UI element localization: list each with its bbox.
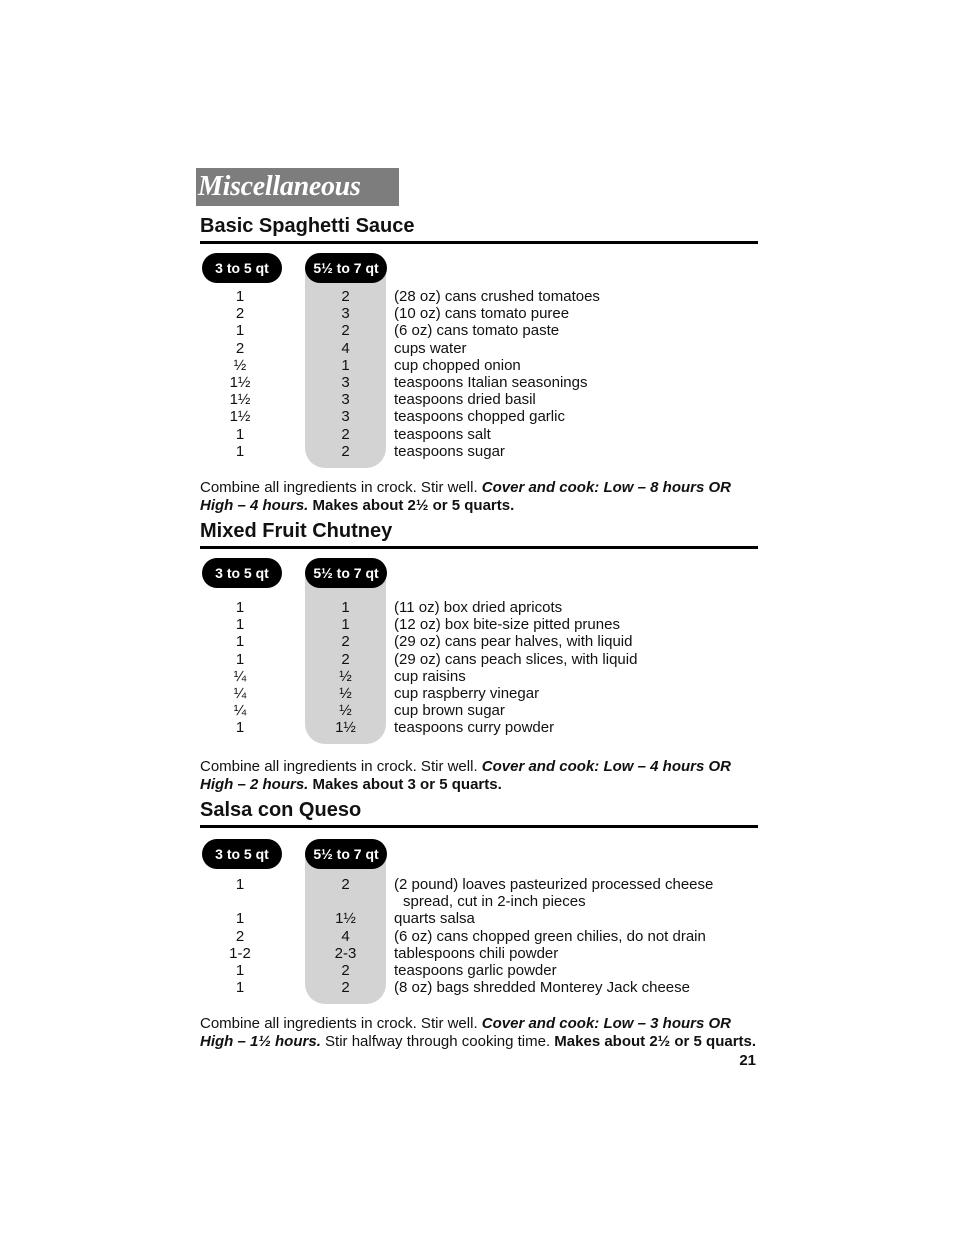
ingredient-name: quarts salsa: [394, 910, 475, 928]
qty-large: 2: [341, 288, 350, 305]
qty-small: 1½: [229, 391, 251, 409]
ingredient-name: (10 oz) cans tomato puree: [394, 305, 570, 323]
recipe-title: Basic Spaghetti Sauce: [200, 214, 758, 244]
qty-large: 1½: [335, 719, 356, 737]
ingredient-row: [200, 876, 758, 893]
recipe-title: Salsa con Queso: [200, 798, 758, 828]
size-badge-large: 5½ to 7 qt: [305, 839, 387, 869]
ingredient-row: [200, 685, 758, 702]
ingredient-name: teaspoons chopped garlic: [394, 408, 565, 426]
ingredient-name: (12 oz) box bite-size pitted prunes: [394, 616, 620, 634]
ingredient-name: teaspoons salt: [394, 425, 491, 443]
ingredient-name: (6 oz) cans chopped green chilies, do not drain: [394, 927, 706, 945]
instructions-text: Combine all ingredients in crock. Stir well.: [200, 758, 482, 775]
qty-large: 2: [341, 633, 350, 651]
ingredient-row: [200, 945, 758, 962]
qty-large: 2: [341, 979, 350, 997]
instructions-text: Combine all ingredients in crock. Stir well.: [200, 479, 482, 496]
qty-small: 1: [235, 979, 245, 997]
qty-small: 1: [235, 425, 245, 443]
ingredient-row: [200, 928, 758, 945]
qty-large: 2: [341, 442, 350, 460]
ingredient-name: cup raisins: [394, 667, 466, 685]
qty-large: 2: [341, 322, 350, 340]
ingredient-row: [200, 633, 758, 650]
ingredient-row: [200, 668, 758, 685]
ingredient-name: cup brown sugar: [394, 702, 505, 720]
ingredient-name: (8 oz) bags shredded Monterey Jack cheese: [394, 979, 690, 997]
size-badge-small: 3 to 5 qt: [202, 558, 282, 588]
cook-time: Cover and cook: Low – 8 hours OR High – 4 hours.: [200, 479, 731, 514]
qty-small: 1: [235, 961, 245, 979]
ingredient-name: (6 oz) cans tomato paste: [394, 322, 560, 340]
ingredient-row: [200, 357, 758, 374]
qty-small: 2: [235, 927, 245, 945]
ingredient-row: [200, 893, 758, 910]
ingredient-row: [200, 616, 758, 633]
qty-small: 1½: [229, 373, 251, 391]
qty-small: 1: [235, 599, 245, 616]
recipe-instructions: [200, 1015, 760, 1050]
ingredient-row: [200, 702, 758, 719]
recipe-mixed-fruit-chutney: [200, 519, 758, 799]
qty-small: 1: [235, 650, 245, 668]
qty-small: ¼: [233, 667, 247, 685]
qty-large: 3: [341, 305, 350, 323]
recipe-instructions: [200, 479, 760, 514]
ingredient-row: [200, 426, 758, 443]
qty-large: ½: [339, 684, 352, 702]
ingredient-row: [200, 374, 758, 391]
ingredient-name: (28 oz) cans crushed tomatoes: [394, 288, 600, 305]
qty-large: 2-3: [334, 944, 357, 962]
ingredient-list: [200, 288, 758, 460]
ingredient-name: (2 pound) loaves pasteurized processed cheese: [394, 876, 714, 893]
qty-small: ½: [233, 356, 247, 374]
ingredient-name: teaspoons dried basil: [394, 391, 536, 409]
qty-small: 2: [235, 305, 245, 323]
qty-small: 1: [235, 876, 245, 893]
page-number: 21: [739, 1052, 756, 1069]
qty-small: 2: [235, 339, 245, 357]
ingredient-row: [200, 910, 758, 927]
size-badge-large: 5½ to 7 qt: [305, 253, 387, 283]
ingredient-name: teaspoons curry powder: [394, 719, 555, 737]
ingredient-name: spread, cut in 2-inch pieces: [403, 893, 586, 911]
qty-small: 1½: [229, 408, 251, 426]
qty-large: 2: [341, 650, 350, 668]
section-title: Miscellaneous: [198, 171, 361, 202]
ingredient-row: [200, 651, 758, 668]
cook-time: Cover and cook: Low – 3 hours OR High – 1½ hours.: [200, 1015, 731, 1050]
qty-large: 3: [341, 391, 350, 409]
section-header: [196, 168, 399, 206]
recipe-basic-spaghetti-sauce: [200, 214, 758, 514]
qty-large: 4: [341, 927, 350, 945]
qty-large: 1: [341, 599, 350, 616]
ingredient-row: [200, 288, 758, 305]
ingredient-row: [200, 340, 758, 357]
ingredient-name: (29 oz) cans peach slices, with liquid: [394, 650, 638, 668]
qty-small: 1: [235, 616, 245, 634]
ingredient-list: [200, 599, 758, 737]
qty-small: ¼: [233, 684, 247, 702]
qty-small: 1: [235, 442, 245, 460]
size-badge-small: 3 to 5 qt: [202, 253, 282, 283]
ingredient-row: [200, 391, 758, 408]
qty-large: 2: [341, 425, 350, 443]
ingredient-row: [200, 408, 758, 425]
ingredient-row: [200, 962, 758, 979]
ingredient-name: cup chopped onion: [394, 356, 521, 374]
instructions-extra: Stir halfway through cooking time.: [320, 1032, 551, 1050]
qty-small: ¼: [233, 702, 247, 720]
qty-large: ½: [339, 702, 352, 720]
yield: Makes about 3 or 5 quarts.: [308, 775, 502, 793]
recipe-salsa-con-queso: [200, 798, 758, 1058]
qty-small: 1: [235, 633, 245, 651]
qty-large: 3: [341, 373, 350, 391]
yield: Makes about 2½ or 5 quarts.: [550, 1032, 757, 1050]
yield: Makes about 2½ or 5 quarts.: [308, 496, 515, 514]
qty-large: 1: [341, 356, 350, 374]
qty-small: 1: [235, 288, 245, 305]
ingredient-row: [200, 305, 758, 322]
qty-large: 4: [341, 339, 350, 357]
ingredient-name: cups water: [394, 339, 467, 357]
recipe-title: Mixed Fruit Chutney: [200, 519, 758, 549]
ingredient-row: [200, 599, 758, 616]
ingredient-row: [200, 719, 758, 736]
size-badge-large: 5½ to 7 qt: [305, 558, 387, 588]
qty-large: 2: [341, 876, 350, 893]
instructions-text: Combine all ingredients in crock. Stir well.: [200, 1015, 482, 1032]
qty-small: 1-2: [229, 944, 251, 962]
ingredient-row: [200, 322, 758, 339]
qty-large: 1: [341, 616, 350, 634]
qty-large: 1½: [335, 910, 356, 928]
cook-time: Cover and cook: Low – 4 hours OR High – 2 hours.: [200, 758, 731, 793]
ingredient-name: tablespoons chili powder: [394, 944, 559, 962]
ingredient-row: [200, 979, 758, 996]
size-badge-small: 3 to 5 qt: [202, 839, 282, 869]
recipe-instructions: [200, 758, 760, 793]
qty-small: 1: [235, 910, 245, 928]
ingredient-name: (11 oz) box dried apricots: [394, 599, 563, 616]
ingredient-row: [200, 443, 758, 460]
qty-small: 1: [235, 719, 245, 737]
ingredient-name: (29 oz) cans pear halves, with liquid: [394, 633, 633, 651]
qty-large: 3: [341, 408, 350, 426]
ingredient-name: teaspoons sugar: [394, 442, 505, 460]
ingredient-list: [200, 876, 758, 996]
qty-small: 1: [235, 322, 245, 340]
qty-large: 2: [341, 961, 350, 979]
ingredient-name: cup raspberry vinegar: [394, 684, 540, 702]
ingredient-name: teaspoons Italian seasonings: [394, 373, 588, 391]
ingredient-name: teaspoons garlic powder: [394, 961, 557, 979]
qty-large: ½: [339, 667, 352, 685]
